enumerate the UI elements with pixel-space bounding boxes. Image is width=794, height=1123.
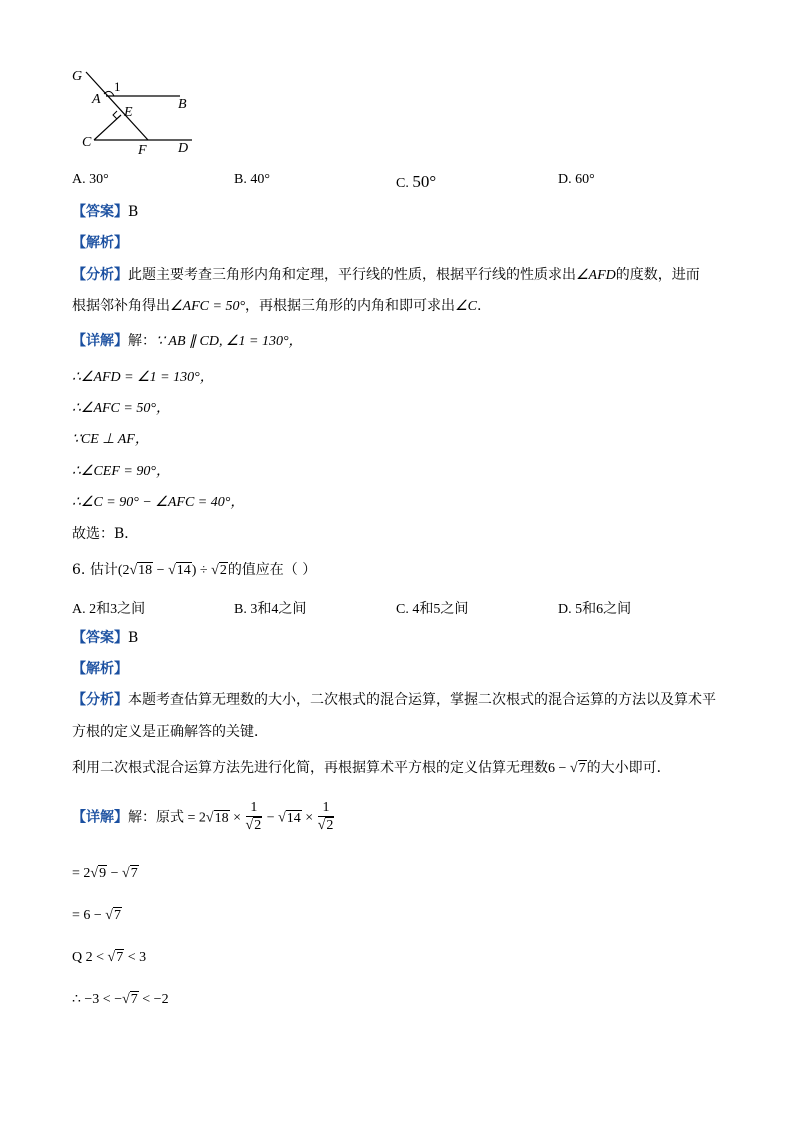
fenxi-text: 利用二次根式混合运算方法先进行化简，再根据算术平方根的定义估算无理数: [72, 760, 548, 776]
answer-tag: 【答案】: [72, 204, 128, 220]
label-a: A: [92, 92, 101, 107]
fenxi-text: 根据邻补角得出: [72, 298, 170, 314]
step-math: < 3: [124, 950, 147, 965]
fenxi-text: 的大小即可．: [586, 760, 671, 776]
stem-math: (2: [117, 563, 130, 578]
radicand: 2: [219, 563, 227, 578]
label-c: C: [82, 135, 92, 150]
fenxi-math: 6 −: [548, 761, 570, 776]
radicand: 2: [254, 818, 262, 833]
option-b: B. 40°: [234, 172, 270, 187]
option-c-letter: C.: [396, 176, 409, 191]
answer-value: B: [128, 204, 139, 220]
fenxi-text: 本题考查估算无理数的大小，二次根式的混合运算，掌握二次根式的混合运算的方法以及算术平: [128, 692, 716, 708]
step-math: = 6 −: [72, 908, 106, 923]
q5-step1: ∴∠AFD = ∠1 = 130°，: [72, 370, 214, 385]
fenxi-math: ∠AFD: [576, 268, 616, 283]
stem-math: ) ÷: [191, 563, 212, 578]
q5-analysis-heading: [72, 233, 128, 253]
detail-tag: 【详解】: [72, 809, 128, 826]
radicand: 7: [130, 866, 138, 881]
radicand: 18: [138, 563, 153, 578]
analysis-tag: 【解析】: [72, 235, 128, 251]
q6-stem: 6. 估计(2√18 − √14) ÷ √2的值应在（ ）: [72, 562, 317, 578]
label-f: F: [138, 143, 147, 158]
detail-math: ×: [229, 810, 245, 826]
label-b: B: [178, 97, 187, 112]
q5-step3: ∵CE ⊥ AF，: [72, 432, 149, 447]
radicand: 14: [286, 810, 301, 826]
detail-step: ∵ AB ∥ CD, ∠1 = 130°，: [156, 334, 303, 349]
radicand: 2: [326, 818, 334, 833]
q6-fenxi-line3: 利用二次根式混合运算方法先进行化简，再根据算术平方根的定义估算无理数6 − √7的大小即可．: [72, 760, 671, 776]
q6-option-d: D. 5和6之间: [558, 602, 632, 617]
option-d: D. 60°: [558, 172, 595, 187]
fenxi-tag: 【分析】: [72, 692, 128, 708]
detail-math: = 2: [184, 810, 206, 826]
q5-step5: ∴∠C = 90° − ∠AFC = 40°，: [72, 495, 245, 510]
detail-math: −: [263, 810, 279, 826]
fraction: $\frac{1}{√2}$: [317, 800, 334, 833]
q5-conclusion: 故选：B．: [72, 526, 139, 542]
q5-step4: ∴∠CEF = 90°，: [72, 464, 170, 479]
fenxi-text: ，再根据三角形的内角和即可求出: [245, 298, 456, 314]
numerator: 1: [246, 800, 263, 817]
stem-text: 的值应在（ ）: [227, 562, 317, 578]
answer-value: B: [128, 630, 139, 646]
detail-intro: 解：: [128, 333, 156, 349]
q5-fenxi-line1: [72, 265, 700, 286]
numerator: 1: [318, 800, 335, 817]
detail-math: ×: [301, 810, 317, 826]
fraction: $\frac{1}{√2}$: [245, 800, 262, 833]
analysis-tag: 【解析】: [72, 661, 128, 677]
fenxi-math: ∠C: [455, 299, 477, 314]
q5-answer: [72, 202, 138, 222]
q6-step1: = 2√9 − √7: [72, 866, 138, 881]
q6-step3: Q 2 < √7 < 3: [72, 950, 147, 965]
q6-step4: ∴ −3 < −√7 < −2: [72, 992, 169, 1007]
step-math: ∴ −3 < −: [72, 992, 123, 1007]
radicand: 14: [176, 563, 191, 578]
radicand: 7: [113, 908, 121, 923]
geometry-figure: [68, 66, 208, 158]
q6-fenxi-line1: [72, 690, 716, 710]
detail-tag: 【详解】: [72, 333, 128, 349]
q5-fenxi-line2: [72, 296, 481, 317]
label-1: 1: [114, 79, 121, 94]
label-e: E: [124, 105, 133, 120]
question-number: 6.: [72, 562, 86, 578]
q6-analysis-heading: [72, 659, 128, 679]
step-math: Q 2 <: [72, 950, 108, 965]
q6-option-a: A. 2和3之间: [72, 602, 146, 617]
step-math: = 2: [72, 866, 91, 881]
step-math: −: [107, 866, 122, 881]
detail-intro: 解：原式: [128, 809, 184, 826]
q5-detail-line: [72, 331, 303, 352]
q6-answer: [72, 628, 138, 648]
radicand: 7: [116, 950, 124, 965]
q6-detail-line: 【详解】解：原式 = 2√18 × $\frac{1}{√2}$ − √14 × $\frac{1}{√2}$: [72, 800, 334, 833]
radicand: 9: [99, 866, 107, 881]
fenxi-text: .: [476, 298, 482, 314]
radicand: 7: [130, 992, 138, 1007]
option-a: A. 30°: [72, 172, 109, 187]
q6-fenxi-line2: 方根的定义是正确解答的关键．: [72, 724, 268, 740]
stem-text: 估计: [89, 562, 118, 578]
fenxi-math: ∠AFC = 50°: [170, 299, 246, 314]
q6-option-b: B. 3和4之间: [234, 602, 307, 617]
label-g: G: [72, 69, 83, 84]
option-c: [396, 172, 436, 192]
step-math: < −2: [138, 992, 169, 1007]
answer-tag: 【答案】: [72, 630, 128, 646]
option-c-value: 50°: [412, 172, 437, 191]
fenxi-text: 此题主要考查三角形内角和定理，平行线的性质，根据平行线的性质求出: [128, 267, 576, 283]
radicand: 18: [214, 810, 229, 826]
q5-step2: ∴∠AFC = 50°，: [72, 401, 170, 416]
radicand: 7: [578, 761, 586, 776]
fenxi-text: 的度数，进而: [615, 267, 700, 283]
fenxi-tag: 【分析】: [72, 267, 128, 283]
stem-math: −: [153, 563, 169, 578]
q6-step2: = 6 − √7: [72, 908, 121, 923]
label-d: D: [178, 141, 189, 156]
q6-option-c: C. 4和5之间: [396, 602, 469, 617]
right-angle-mark: [113, 111, 117, 119]
